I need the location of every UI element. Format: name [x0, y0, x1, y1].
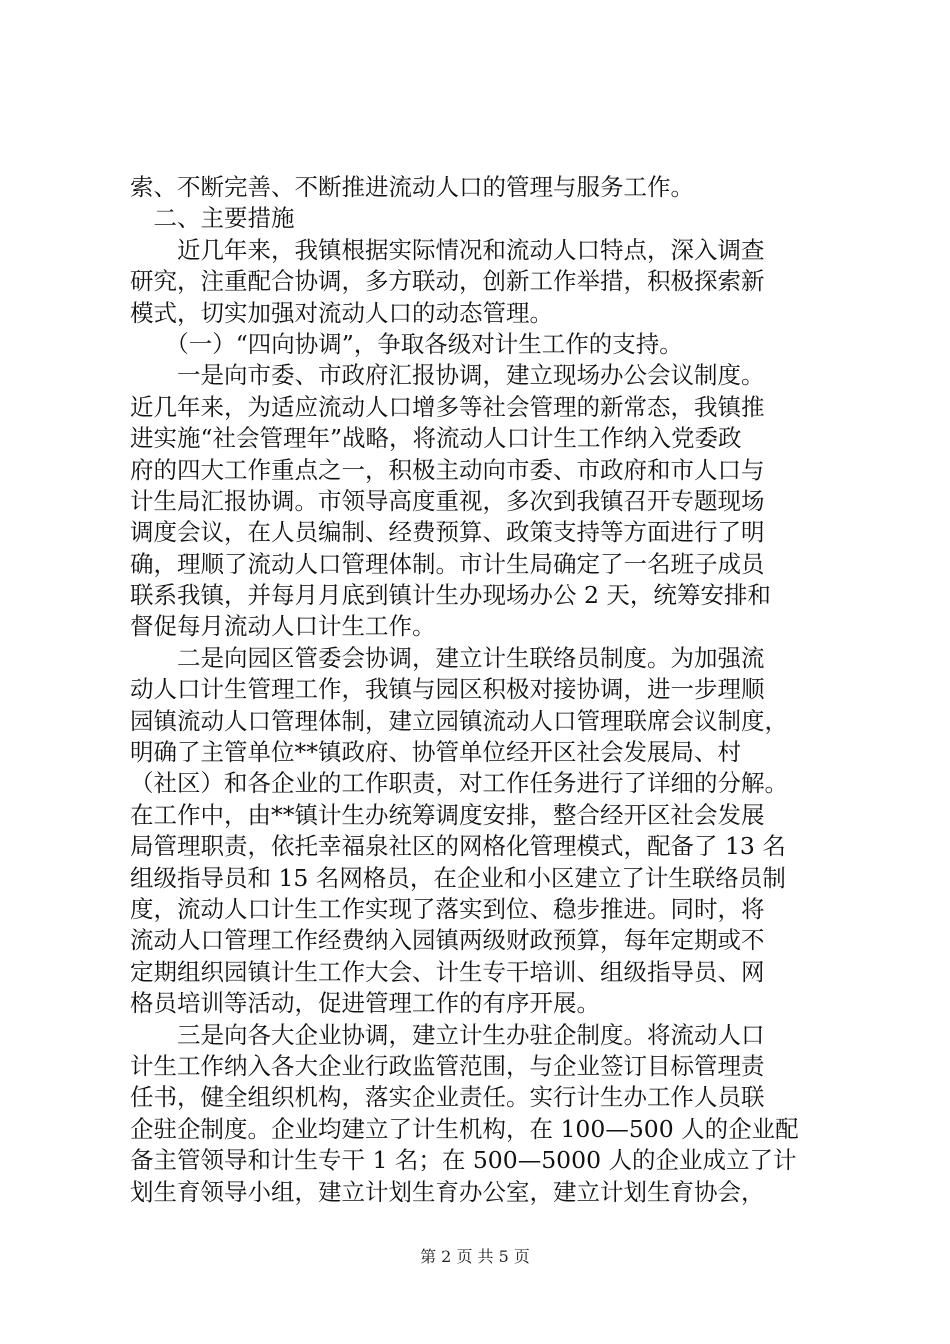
text-line: 划生育领导小组，建立计划生育办公室，建立计划生育协会， [130, 1177, 765, 1206]
text-line: 园镇流动人口管理体制，建立园镇流动人口管理联席会议制度， [130, 706, 788, 735]
text-line: 府的四大工作重点之一，积极主动向市委、市政府和市人口与 [130, 455, 765, 484]
text-line: （社区）和各企业的工作职责，对工作任务进行了详细的分解。 [130, 769, 788, 798]
text-line: 度，流动人口计生工作实现了落实到位、稳步推进。同时，将 [130, 894, 765, 923]
text-line: 督促每月流动人口计生工作。 [130, 612, 436, 641]
text-line: 流动人口管理工作经费纳入园镇两级财政预算，每年定期或不 [130, 926, 765, 955]
text-line: 二、主要措施 [130, 204, 295, 233]
text-line: 二是向园区管委会协调，建立计生联络员制度。为加强流 [130, 643, 765, 672]
text-line: （一）“四向协调”，争取各级对计生工作的支持。 [130, 329, 683, 358]
text-line: 模式，切实加强对流动人口的动态管理。 [130, 298, 553, 327]
text-line: 进实施“社会管理年”战略，将流动人口计生工作纳入党委政 [130, 424, 742, 453]
text-line: 计生工作纳入各大企业行政监管范围，与企业签订目标管理责 [130, 1051, 765, 1080]
body-text [130, 172, 830, 1208]
text-line: 在工作中，由**镇计生办统筹调度安排，整合经开区社会发展 [130, 800, 765, 829]
text-line: 备主管领导和计生专干 1 名；在 500—5000 人的企业成立了计 [130, 1146, 797, 1175]
text-line: 联系我镇，并每月月底到镇计生办现场办公 2 天，统筹安排和 [130, 581, 771, 610]
text-line: 企驻企制度。企业均建立了计生机构，在 100—500 人的企业配 [130, 1114, 799, 1143]
text-line: 索、不断完善、不断推进流动人口的管理与服务工作。 [130, 173, 694, 201]
text-line: 三是向各大企业协调，建立计生办驻企制度。将流动人口 [130, 1020, 765, 1049]
text-line: 确，理顺了流动人口管理体制。市计生局确定了一名班子成员 [130, 549, 765, 578]
text-line: 定期组织园镇计生工作大会、计生专干培训、组级指导员、网 [130, 957, 765, 986]
text-line: 局管理职责，依托幸福泉社区的网格化管理模式，配备了 13 名 [130, 832, 786, 861]
text-line: 一是向市委、市政府汇报协调，建立现场办公会议制度。 [130, 361, 765, 390]
page-footer: 第 2 页 共 5 页 [420, 1247, 530, 1266]
text-line: 研究，注重配合协调，多方联动，创新工作举措，积极探索新 [130, 267, 765, 296]
text-line: 明确了主管单位**镇政府、协管单位经开区社会发展局、村 [130, 738, 741, 767]
text-line: 近几年来，为适应流动人口增多等社会管理的新常态，我镇推 [130, 392, 765, 421]
text-line: 近几年来，我镇根据实际情况和流动人口特点，深入调查 [130, 235, 765, 264]
text-line: 任书，健全组织机构，落实企业责任。实行计生办工作人员联 [130, 1083, 765, 1112]
text-line: 格员培训等活动，促进管理工作的有序开展。 [130, 989, 600, 1018]
text-line: 调度会议，在人员编制、经费预算、政策支持等方面进行了明 [130, 518, 765, 547]
text-line: 计生局汇报协调。市领导高度重视，多次到我镇召开专题现场 [130, 486, 765, 515]
text-line: 动人口计生管理工作，我镇与园区积极对接协调，进一步理顺 [130, 675, 765, 704]
text-line: 组级指导员和 15 名网格员，在企业和小区建立了计生联络员制 [130, 863, 786, 892]
